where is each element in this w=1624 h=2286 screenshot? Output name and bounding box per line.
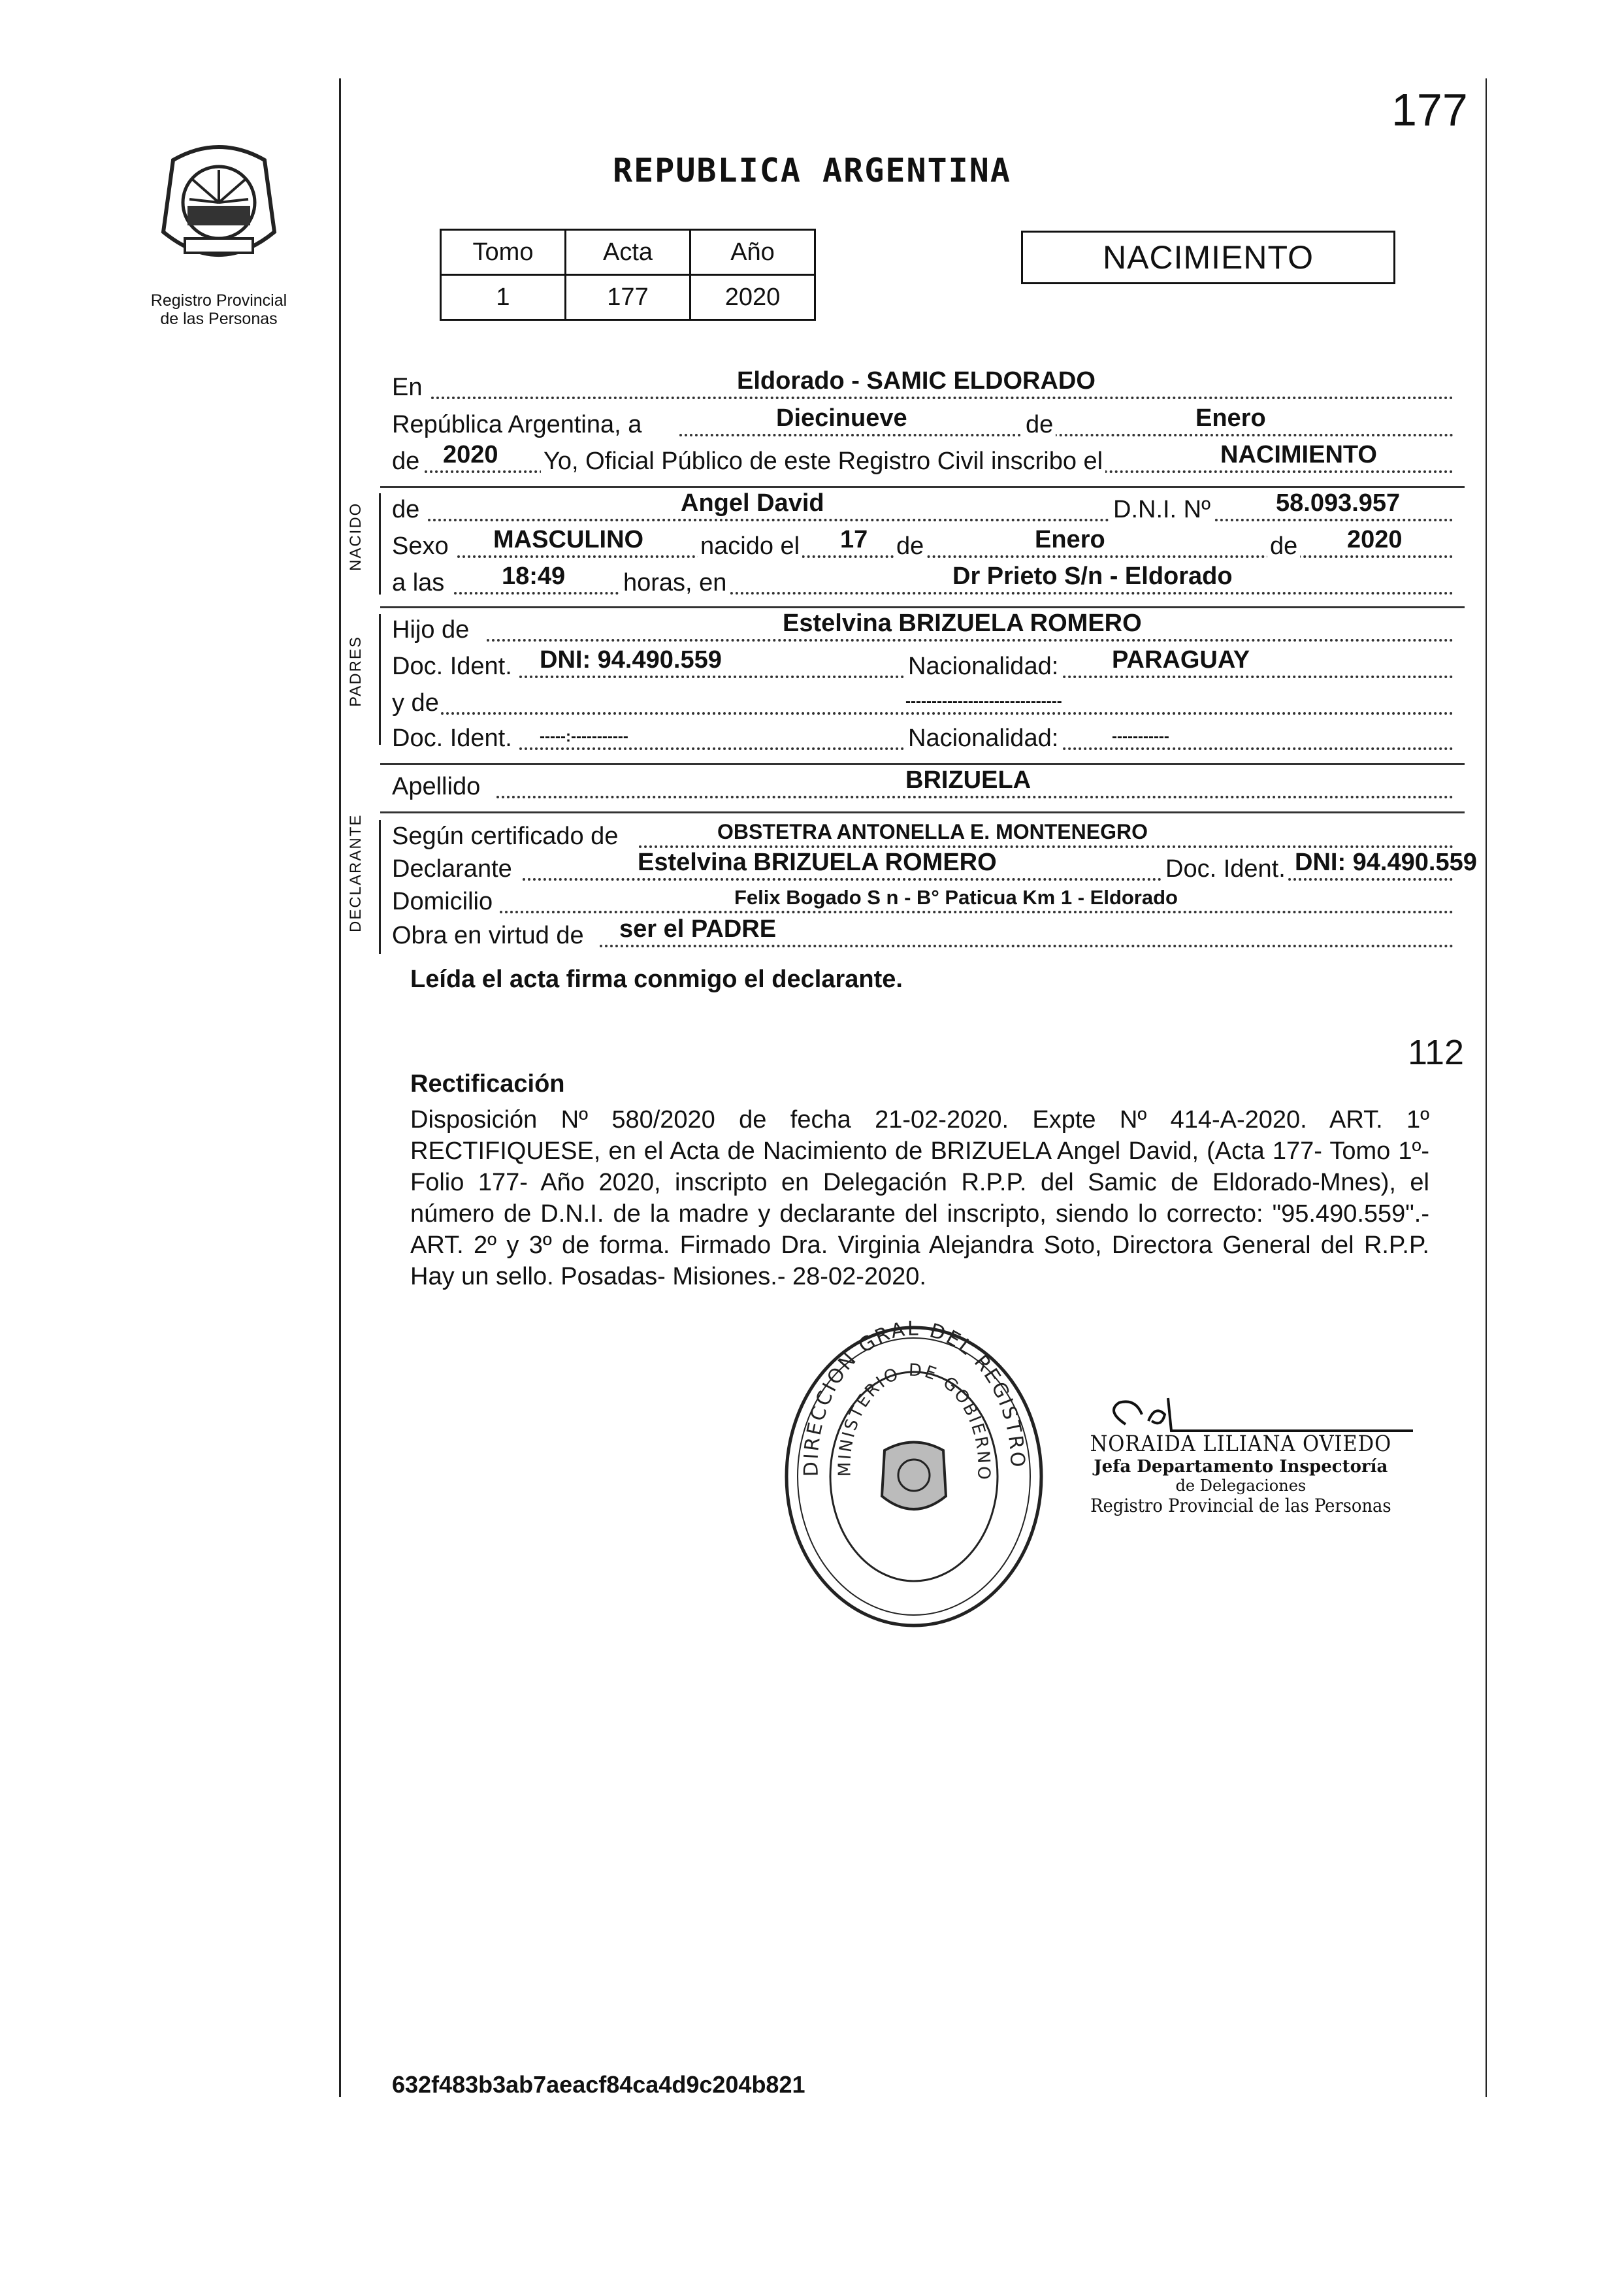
doc-label-2: Doc. Ident. [392,725,512,752]
page-number: 177 [1391,84,1468,135]
signature-block [1073,1431,1408,1516]
dotted-line [454,592,1453,595]
document-title: REPUBLICA ARGENTINA [613,152,1011,189]
hijo-label: Hijo de [392,616,470,644]
anio-header: Año [690,230,815,275]
section-label-padres: PADRES [347,636,365,707]
row-name [392,491,1453,529]
doc-label: Doc. Ident. [392,653,512,680]
section-separator [380,763,1465,765]
dotted-line [600,945,1453,947]
emblem-label [118,291,320,328]
emblem-label-line1: Registro Provincial [150,291,287,310]
obra-value: ser el PADRE [619,915,777,943]
row-sex [392,528,1453,566]
birth-month-value: Enero [1035,526,1105,553]
certificate-value: OBSTETRA ANTONELLA E. MONTENEGRO [717,820,1148,843]
declarante-label: Declarante [392,855,512,883]
surname-value: BRIZUELA [905,766,1031,794]
tomo-header: Tomo [441,230,566,275]
stamp-shield-icon [882,1443,946,1510]
dotted-line [431,397,1453,399]
signatory-title1: Jefa Departamento Inspectoría [1094,1457,1388,1477]
right-margin-line [1486,78,1487,2097]
official-stamp [779,1320,1050,1633]
section-bracket-declarante [379,820,381,954]
dotted-line [428,519,1453,521]
address-value: Felix Bogado S n - B° Paticua Km 1 - Eldorado [734,886,1178,909]
horas-label: horas, en [621,569,729,597]
row-surname [392,768,1453,806]
row-mother-doc [392,648,1453,686]
section-bracket-nacido [379,493,381,595]
segun-label: Según certificado de [392,823,619,850]
oficial-label: Yo, Oficial Público de este Registro Civil inscribo el [541,448,1105,476]
nacionalidad-label: Nacionalidad: [905,653,1061,681]
document-hash: 632f483b3ab7aeacf84ca4d9c204b821 [392,2071,805,2098]
decl-doc-label: Doc. Ident. [1163,855,1288,883]
section-bracket-padres [379,614,381,745]
rectification-title: Rectificación [410,1070,565,1098]
nacido-label: nacido el [698,532,802,561]
row-father [392,685,1453,723]
father-nat-value: ----------- [1112,728,1169,745]
acta-header: Acta [566,230,690,275]
margin-number: 112 [1408,1033,1465,1072]
row-date [392,406,1453,444]
obra-label: Obra en virtud de [392,922,584,949]
dotted-line [496,796,1453,798]
republica-label: República Argentina, a [392,411,642,438]
de-name-label: de [392,496,420,523]
anio-value: 2020 [690,275,815,320]
section-separator [380,486,1465,488]
name-value: Angel David [681,489,824,517]
dotted-line [487,639,1453,642]
a-las-label: a las [392,569,445,596]
de-b1-label: de [894,532,926,561]
mother-value: Estelvina BRIZUELA ROMERO [783,610,1142,637]
dotted-line [679,434,1453,436]
dotted-line [500,911,1453,913]
row-address [392,883,1453,921]
act-type-box: NACIMIENTO [1021,231,1395,284]
dni-label: D.N.I. Nº [1111,496,1213,524]
dotted-line [523,878,1453,881]
dni-value: 58.093.957 [1276,489,1401,517]
row-year [392,443,1453,481]
rectification-body: Disposición Nº 580/2020 de fecha 21-02-2020. Expte Nº 414-A-2020. ART. 1º RECTIFIQUESE, en el Acta de Nacimiento de BRIZUELA Angel David, (Acta 177- Tomo 1º- Folio 177- Año 2020, inscripto en Delegación R.P.P. del Samic de Eldorado-Mnes), el número de D.N.I. de la madre y declarante del inscripto, siendo lo correcto: "95.490.559".- ART. 2º y 3º de forma. Firmado Dra. Virginia Alejandra Soto, Directora General del R.P.P. Hay un sello. Posadas- Misiones.- 28-02-2020. [410,1106,1429,1290]
row-mother [392,612,1453,649]
de-b2-label: de [1267,532,1300,561]
en-label: En [392,374,423,401]
section-label-nacido: NACIDO [347,502,365,571]
row-father-doc [392,720,1453,758]
de-label: de [1023,411,1056,439]
dotted-line [441,712,1453,715]
signatory-title2: de Delegaciones [1175,1477,1307,1495]
sexo-value: MASCULINO [493,526,644,553]
signatory-name: NORAIDA LILIANA OVIEDO [1090,1431,1392,1457]
sexo-label: Sexo [392,532,449,560]
nacionalidad-label-2: Nacionalidad: [905,725,1061,753]
section-separator [380,811,1465,813]
month-value: Enero [1195,404,1266,432]
declarant-doc-value: DNI: 94.490.559 [1295,849,1477,876]
section-separator [380,606,1465,608]
stamp-inner-text: MINISTERIO DE GOBIERNO [835,1360,994,1482]
row-place [392,369,1453,407]
birth-day-value: 17 [840,526,868,553]
emblem-label-line2: de las Personas [160,310,278,328]
father-doc-value: -----:----------- [540,728,628,745]
stamp-outer-text: DIRECCION GRAL DEL REGISTRO [800,1320,1029,1477]
row-time [392,564,1453,602]
dotted-line [639,845,1453,848]
row-obra [392,917,1453,955]
act-kind-value: NACIMIENTO [1220,441,1377,468]
y-de-label: y de [392,689,439,717]
birth-year-value: 2020 [1347,526,1403,553]
closing-text: Leída el acta firma conmigo el declarante. [410,966,903,993]
father-value: ------------------------------ [905,693,1062,710]
birth-place-value: Dr Prieto S/n - Eldorado [952,563,1233,590]
mother-doc-value: DNI: 94.490.559 [540,646,722,674]
dotted-line [457,555,1453,558]
de-label-2: de [392,448,420,475]
year-value: 2020 [443,441,498,468]
place-value: Eldorado - SAMIC ELDORADO [737,367,1096,395]
tomo-value: 1 [441,275,566,320]
mother-nat-value: PARAGUAY [1112,646,1250,674]
apellido-label: Apellido [392,773,481,800]
left-margin-line [339,78,341,2097]
declarant-value: Estelvina BRIZUELA ROMERO [638,849,997,876]
time-value: 18:49 [502,563,566,590]
day-value: Diecinueve [776,404,907,432]
domicilio-label: Domicilio [392,888,493,915]
signatory-title3: Registro Provincial de las Personas [1090,1495,1391,1516]
section-label-declarante: DECLARANTE [347,813,365,932]
acta-value: 177 [566,275,690,320]
register-table [440,229,816,321]
